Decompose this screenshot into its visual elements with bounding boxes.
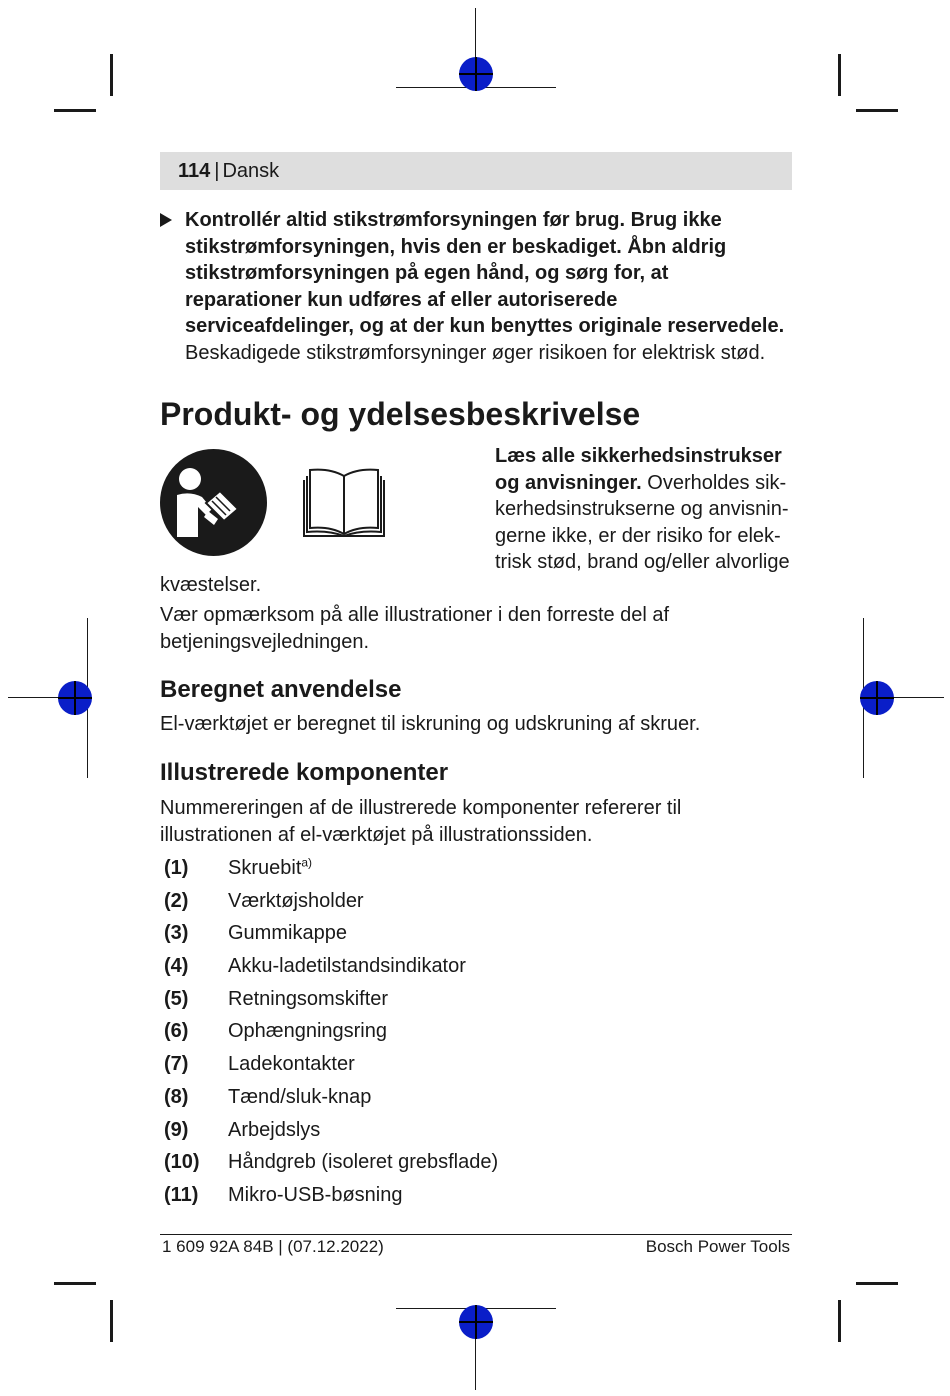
registration-mark-bottom <box>459 1305 493 1339</box>
component-label <box>228 1179 402 1212</box>
component-number: (2) <box>164 889 189 912</box>
component-label <box>228 917 347 950</box>
components-heading: Illustrerede komponenter <box>160 759 449 786</box>
page-header <box>160 152 792 190</box>
component-label-text: Gummikappe <box>228 922 347 945</box>
crop-mark <box>54 1282 96 1285</box>
component-number: (6) <box>164 1020 189 1043</box>
footer-doc-id: 1 609 92A 84B | (07.12.2022) <box>162 1237 384 1256</box>
page-number: 114 <box>178 160 211 182</box>
component-list <box>160 852 792 1212</box>
components-intro: Nummereringen af de illustrerede komponenter refererer til illustrationen af el-værktøjet på illustrationssiden. <box>160 797 682 846</box>
component-label <box>228 885 364 918</box>
footer-divider <box>160 1234 792 1235</box>
component-label-text: Mikro-USB-bøsning <box>228 1183 403 1206</box>
safety-normal: Overholdes sikkerhedsinstrukserne og anvisningerne ikke, er der risiko for elektrisk stød, brand og/eller alvorlige <box>495 471 790 573</box>
crop-mark <box>110 54 113 96</box>
component-number: (7) <box>164 1053 189 1076</box>
registration-mark-top <box>459 57 493 91</box>
registration-mark-left <box>58 681 92 715</box>
component-label-text: Retningsomskifter <box>228 987 389 1010</box>
crop-mark <box>838 54 841 96</box>
component-label-text: Arbejdslys <box>228 1118 321 1141</box>
safety-bold: Læs alle sikkerhedsinstrukser og anvisninger. <box>495 445 782 494</box>
component-label-text: Værktøjsholder <box>228 889 364 912</box>
illustration-note: Vær opmærksom på alle illustrationer i den forreste del af betjeningsvejledningen. <box>160 604 670 653</box>
component-number: (11) <box>164 1183 199 1206</box>
component-number: (5) <box>164 987 189 1010</box>
component-label <box>228 983 388 1016</box>
component-item <box>160 1179 792 1212</box>
component-label <box>228 1114 320 1147</box>
crop-mark <box>856 109 898 112</box>
component-number: (1) <box>164 857 189 879</box>
component-label <box>228 852 312 885</box>
component-item <box>160 1081 792 1114</box>
safety-instructions <box>495 443 791 576</box>
warning-bold: Kontrollér altid stikstrømforsyningen før brug. Brug ikke stikstrømforsyningen, hvis den er beskadiget. Åbn aldrig stikstrømforsyningen på egen hånd, og sørg for, at reparationer kun udføres af eller autoriserede serviceafdelinger, og at der kun benyttes originale reservedele. <box>185 209 785 337</box>
registration-mark-right <box>860 681 894 715</box>
warning-normal: Beskadigede stikstrømforsyninger øger risikoen for elektrisk stød. <box>185 341 766 364</box>
component-number: (8) <box>164 1085 189 1108</box>
component-item <box>160 950 792 983</box>
component-label-text: Tænd/sluk-knap <box>228 1085 372 1108</box>
component-label-text: Skruebit <box>228 857 302 879</box>
header-language: Dansk <box>222 160 280 182</box>
crop-mark <box>54 109 96 112</box>
footer-brand: Bosch Power Tools <box>645 1237 790 1256</box>
intended-use-text: El-værktøjet er beregnet til iskruning og udskruning af skruer. <box>160 713 701 735</box>
component-label <box>228 1048 355 1081</box>
open-book-icon <box>300 466 388 538</box>
crop-mark <box>838 1300 841 1342</box>
header-separator: | <box>214 160 220 182</box>
crop-mark <box>110 1300 113 1342</box>
component-item <box>160 1146 792 1179</box>
read-manual-person-icon <box>160 449 267 556</box>
component-label <box>228 1081 371 1114</box>
component-label-text: Akku-ladetilstandsindikator <box>228 955 466 978</box>
component-label <box>228 1146 498 1179</box>
intended-use-heading: Beregnet anvendelse <box>160 676 402 703</box>
section-title: Produkt- og ydelsesbeskrivelse <box>160 396 641 432</box>
component-item <box>160 1048 792 1081</box>
component-number: (10) <box>164 1151 200 1174</box>
safety-continuation: kvæstelser. <box>160 574 262 596</box>
component-label-text: Ophængningsring <box>228 1020 387 1043</box>
bullet-arrow-icon <box>160 213 172 227</box>
component-item <box>160 1114 792 1147</box>
component-label-text: Ladekontakter <box>228 1053 355 1076</box>
component-label-text: Håndgreb (isoleret grebsflade) <box>228 1151 499 1174</box>
component-number: (4) <box>164 955 189 978</box>
warning-block <box>160 207 790 366</box>
component-number: (3) <box>164 922 189 945</box>
component-item <box>160 885 792 918</box>
component-label <box>228 1015 387 1048</box>
component-label <box>228 950 466 983</box>
component-item <box>160 852 792 885</box>
crop-mark <box>856 1282 898 1285</box>
component-item <box>160 917 792 950</box>
component-number: (9) <box>164 1118 189 1141</box>
footnote-marker: a) <box>301 855 313 870</box>
component-item <box>160 983 792 1016</box>
component-item <box>160 1015 792 1048</box>
